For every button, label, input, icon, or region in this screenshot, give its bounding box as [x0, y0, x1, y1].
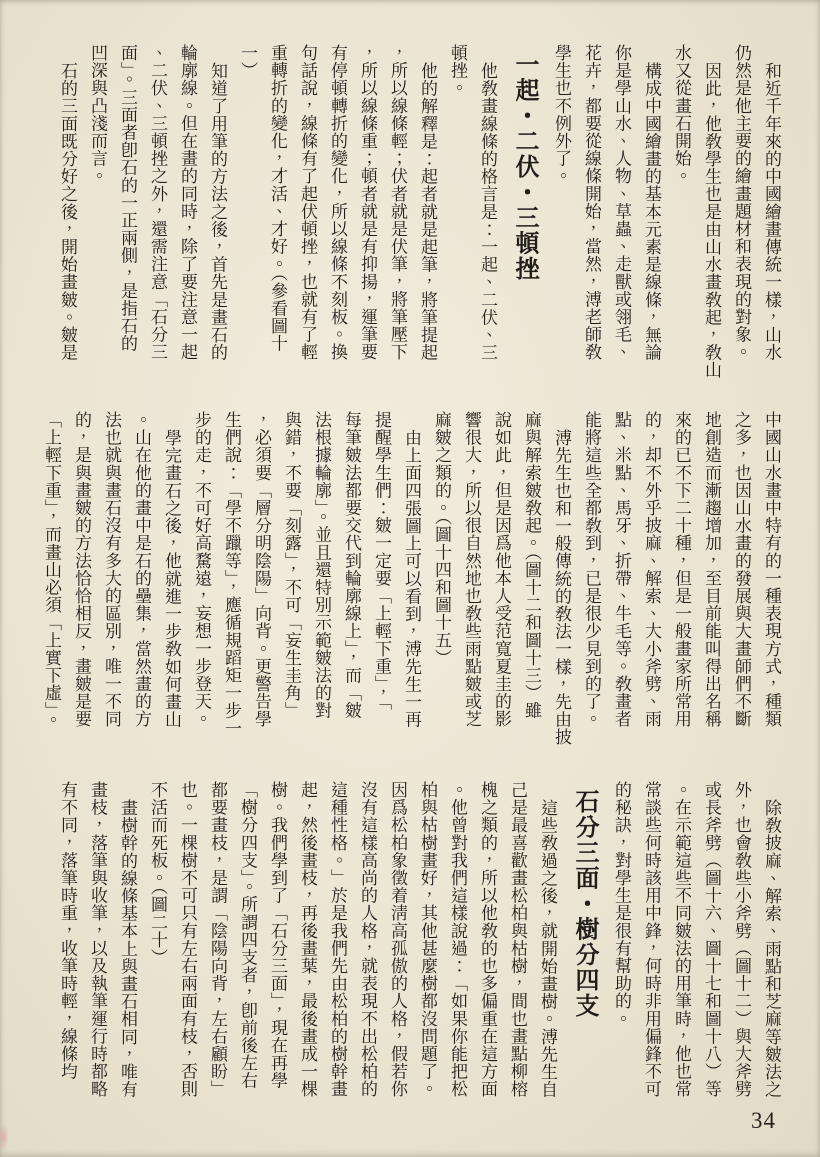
text-column: 有停頓轉折的變化，所以線條不刻板。換 — [328, 44, 347, 361]
text-column: 法根據輪廓」。並且還特別示範皴法的對 — [312, 411, 331, 720]
text-column: 「上輕下重」，而畫山必須「上實下虛」。 — [42, 411, 61, 729]
text-column: 因此，他敎學生也是由山水畫敎起，敎山 — [702, 62, 721, 379]
text-column: 樹。我們學到了「石分三面」，現在再學 — [268, 781, 287, 1090]
text-column: 學完畫石之後，他就進一步敎如何畫山 — [162, 429, 181, 729]
text-column: 每筆皴法都要交代到輪廓線上」，而「皴 — [342, 411, 361, 720]
text-column: 步的走，不可好高騖遠，妄想一步登天。 — [192, 411, 211, 728]
text-column: 這些敎過之後，就開始畫樹。溥先生自 — [538, 799, 557, 1099]
text-band-bottom — [34, 781, 786, 1133]
text-column: 麻皴之類的。（圖十四和圖十五） — [432, 411, 451, 667]
text-column: 中國山水畫中特有的一種表現方式，種類 — [762, 411, 781, 728]
page-number: 34 — [751, 1108, 776, 1133]
text-column: 提醒學生們：皴一定要「上輕下重」，「 — [372, 411, 391, 711]
text-column: 能將這些全都敎到，已是很少見到的了。 — [582, 411, 601, 728]
text-column: 響很大，所以很自然地也敎些雨點皴或芝 — [462, 411, 481, 728]
text-column: 畫樹幹的線條基本上與畫石相同，唯有 — [118, 799, 137, 1099]
text-band-middle — [34, 411, 786, 763]
text-column: 來的已不下二十種，但是一般畫家所常用 — [672, 411, 691, 728]
text-column: 的，是與畫皴的方法恰恰相反，畫皴是要 — [72, 411, 91, 728]
text-column: 重轉折的變化，才活、才好。（參看圖十 — [268, 44, 287, 353]
text-column: 說如此，但是因爲他本人受范寬夏圭的影 — [492, 411, 511, 728]
text-column: 也。一棵樹不可只有左右兩面有枝，否則 — [178, 781, 197, 1098]
text-column: 外，也會敎些小斧劈（圖十二）與大斧劈 — [732, 781, 751, 1098]
section-heading: 一起・二伏・三頓挫 — [511, 52, 537, 282]
text-column: 常談些何時該用中鋒，何時非用偏鋒不可 — [642, 781, 661, 1098]
text-column: 地創造而漸趨增加，至目前能叫得出名稱 — [702, 411, 721, 728]
text-column: 一） — [238, 44, 257, 80]
text-column: 都要畫枝，是謂「陰陽向背，左右顧盼」 — [208, 781, 227, 1098]
text-column: 麻與解索皴敎起。（圖十二和圖十三）雖 — [522, 411, 541, 720]
text-column: ，所以線條重；頓者就是有抑揚，運筆要 — [358, 44, 377, 361]
text-column: 由上面四張圖上可以看到，溥先生一再 — [402, 429, 421, 729]
text-column: 。山在他的畫中是石的壘集，當然畫的方 — [132, 411, 151, 728]
text-column: 你是學山水、人物、草蟲、走獸或翎毛、 — [612, 44, 631, 361]
text-column: 法也就與畫石沒有多大的區別，唯一不同 — [102, 411, 121, 728]
text-column: 、二伏、三頓挫之外，還需注意「石分三 — [148, 44, 167, 361]
text-column: 面」。三面者卽石的一正兩側，是指石的 — [118, 44, 137, 353]
text-column: 的秘訣，對學生是很有幫助的。 — [612, 781, 631, 1028]
text-column: 溥先生也和一般傳統的敎法一樣，先由披 — [552, 429, 571, 746]
text-column: 柏與枯樹畫好，其他甚麼樹都沒問題了。 — [418, 781, 437, 1098]
text-column: 的，却不外乎披麻、解索、大小斧劈、雨 — [642, 411, 661, 728]
text-column: 點、米點、馬牙、折帶、牛毛等。敎畫者 — [612, 411, 631, 728]
scan-smudge-artifact — [0, 1123, 9, 1151]
text-column: 和近千年來的中國繪畫傳統一樣，山水 — [762, 62, 781, 362]
text-column: 起，然後畫枝，再後畫葉，最後畫成一棵 — [298, 781, 317, 1098]
text-column: 頓挫。 — [448, 44, 467, 97]
text-column: ，所以線條輕；伏者就是伏筆，將筆壓下 — [388, 44, 407, 361]
text-column: 知道了用筆的方法之後，首先是畫石的 — [208, 62, 227, 362]
text-column: 與錯，不要「刻露」，不可「妄生圭角」 — [282, 411, 301, 720]
text-column: 花卉，都要從線條開始，當然，溥老師敎 — [582, 44, 601, 361]
text-column: 他的解釋是：起者就是起筆，將筆提起 — [418, 62, 437, 362]
text-column: 因爲松柏象徵着淸高孤傲的人格，假若你 — [388, 781, 407, 1098]
text-column: 石的三面既分好之後，開始畫皴。皴是 — [58, 62, 77, 362]
text-column: ，必須要「層分明陰陽」向背。更警告學 — [252, 411, 271, 728]
text-column: 他敎畫線條的格言是：一起、二伏、三 — [478, 62, 497, 362]
text-column: 己是最喜歡畫松柏與枯樹，間也畫點柳榕 — [508, 781, 527, 1098]
text-column: 槐之類的，所以他敎的也多偏重在這方面 — [478, 781, 497, 1098]
text-column: 句話說，線條有了起伏頓挫，也就有了輕 — [298, 44, 317, 361]
text-column: 或長斧劈（圖十六、圖十七和圖十八）等 — [702, 781, 721, 1098]
text-column: 畫枝，落筆與收筆，以及執筆運行時都略 — [88, 781, 107, 1098]
text-column: 凹深與凸淺而言。 — [88, 44, 107, 185]
text-column: 構成中國繪畫的基本元素是線條，無論 — [642, 62, 661, 362]
text-column: 。在示範這些不同皴法的用筆時，他也常 — [672, 781, 691, 1098]
text-column: 學生也不例外了。 — [552, 44, 571, 185]
section-heading: 石分三面・樹分四支 — [571, 789, 597, 1019]
text-column: 沒有這樣高尚的人格，就表現不出松柏的 — [358, 781, 377, 1098]
text-column: 生們說：「學不躐等」，應循規蹈矩一步一 — [222, 411, 241, 737]
text-band-top — [34, 44, 786, 396]
text-column: 除敎披麻、解索、雨點和芝麻等皴法之 — [762, 799, 781, 1099]
text-column: 。他曾對我們這樣說過：「如果你能把松 — [448, 781, 467, 1098]
text-column: 輪廓線。但在畫的同時，除了要注意一起 — [178, 44, 197, 361]
text-column: 仍然是他主要的繪畫題材和表現的對象。 — [732, 44, 751, 361]
text-column: 「樹分四支」。所謂四支者，卽前後左右 — [238, 781, 257, 1090]
text-column: 之多，也因山水畫的發展與大畫師們不斷 — [732, 411, 751, 728]
text-column: 不活而死板。（圖二十） — [148, 781, 167, 967]
text-column: 水又從畫石開始。 — [672, 44, 691, 185]
text-column: 有不同，落筆時重，收筆時輕，線條均 — [58, 781, 77, 1081]
text-column: 這種性格。」於是我們先由松柏的樹幹畫 — [328, 781, 347, 1098]
